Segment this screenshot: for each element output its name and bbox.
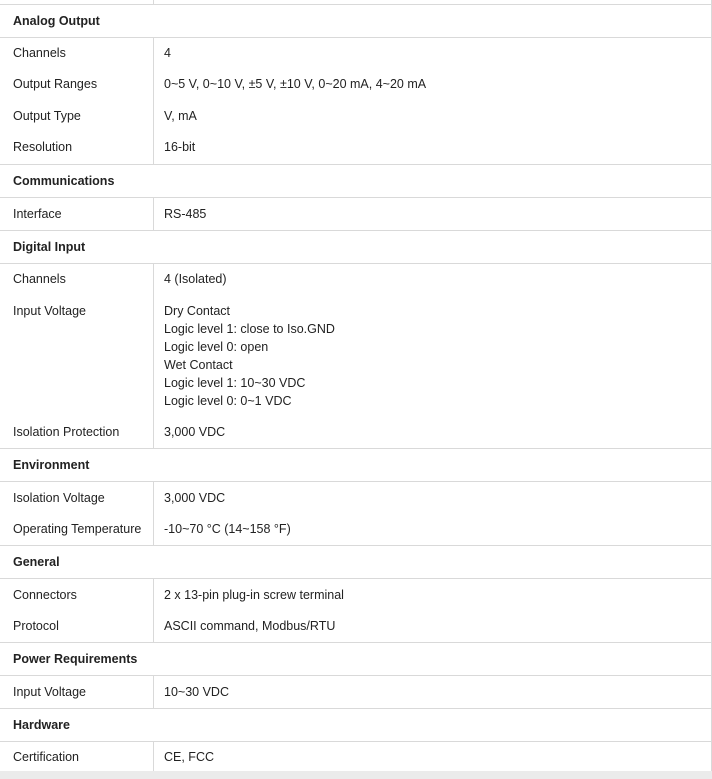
spec-label: Output Type xyxy=(13,109,81,123)
spec-label: Isolation Protection xyxy=(13,425,120,439)
spec-value: V, mA xyxy=(164,109,197,123)
spec-value-line: Dry Contact xyxy=(164,304,230,318)
column-divider xyxy=(153,482,154,545)
section-title: Digital Input xyxy=(13,240,86,254)
section-header-hardware xyxy=(0,708,711,742)
spec-value-line: Logic level 0: 0~1 VDC xyxy=(164,394,292,408)
column-divider xyxy=(153,742,154,771)
spec-label: Certification xyxy=(13,750,79,764)
section-body-environment xyxy=(0,482,711,545)
spec-label: Isolation Voltage xyxy=(13,491,105,505)
spec-label: Input Voltage xyxy=(13,304,86,318)
spec-value: RS-485 xyxy=(164,207,207,221)
section-header-environment xyxy=(0,448,711,482)
section-header-power-requirements xyxy=(0,642,711,676)
section-title: Communications xyxy=(13,174,115,188)
spec-value-multiline xyxy=(164,302,335,410)
spec-value: 3,000 VDC xyxy=(164,491,226,505)
section-title: Power Requirements xyxy=(13,652,138,666)
section-header-communications xyxy=(0,164,711,198)
spec-value: -10~70 °C (14~158 °F) xyxy=(164,522,291,536)
spec-value-line: Wet Contact xyxy=(164,358,233,372)
section-title: Analog Output xyxy=(13,14,100,28)
spec-label: Protocol xyxy=(13,619,59,633)
section-body-analog-output xyxy=(0,38,711,164)
section-body-digital-input xyxy=(0,264,711,448)
spec-value-line: Logic level 0: open xyxy=(164,340,269,354)
section-body-hardware xyxy=(0,742,711,771)
section-title: Hardware xyxy=(13,718,70,732)
spec-label: Resolution xyxy=(13,140,73,154)
spec-value: 16-bit xyxy=(164,140,196,154)
spec-value: ASCII command, Modbus/RTU xyxy=(164,619,336,633)
spec-label: Channels xyxy=(13,272,66,286)
spec-label: Input Voltage xyxy=(13,685,86,699)
spec-label: Connectors xyxy=(13,588,77,602)
spec-value: 0~5 V, 0~10 V, ±5 V, ±10 V, 0~20 mA, 4~20 mA xyxy=(164,77,427,91)
section-body-general xyxy=(0,579,711,642)
spec-label: Interface xyxy=(13,207,62,221)
column-divider xyxy=(153,38,154,164)
spec-value: 4 xyxy=(164,46,171,60)
section-header-general xyxy=(0,545,711,579)
section-body-communications xyxy=(0,198,711,230)
spec-value-line: Logic level 1: close to Iso.GND xyxy=(164,322,335,336)
spec-value-line: Logic level 1: 10~30 VDC xyxy=(164,376,306,390)
section-header-analog-output xyxy=(0,4,711,38)
spec-value: CE, FCC xyxy=(164,750,214,764)
column-divider xyxy=(153,198,154,230)
spec-value: 10~30 VDC xyxy=(164,685,229,699)
section-title: Environment xyxy=(13,458,90,472)
column-divider xyxy=(153,676,154,708)
section-title: General xyxy=(13,555,60,569)
section-body-power-requirements xyxy=(0,676,711,708)
spec-label: Operating Temperature xyxy=(13,522,142,536)
section-header-digital-input xyxy=(0,230,711,264)
spec-label: Channels xyxy=(13,46,66,60)
spec-value: 2 x 13-pin plug-in screw terminal xyxy=(164,588,344,602)
spec-value: 3,000 VDC xyxy=(164,425,226,439)
column-divider xyxy=(153,264,154,448)
column-divider xyxy=(153,579,154,642)
spec-label: Output Ranges xyxy=(13,77,98,91)
spec-value: 4 (Isolated) xyxy=(164,272,227,286)
